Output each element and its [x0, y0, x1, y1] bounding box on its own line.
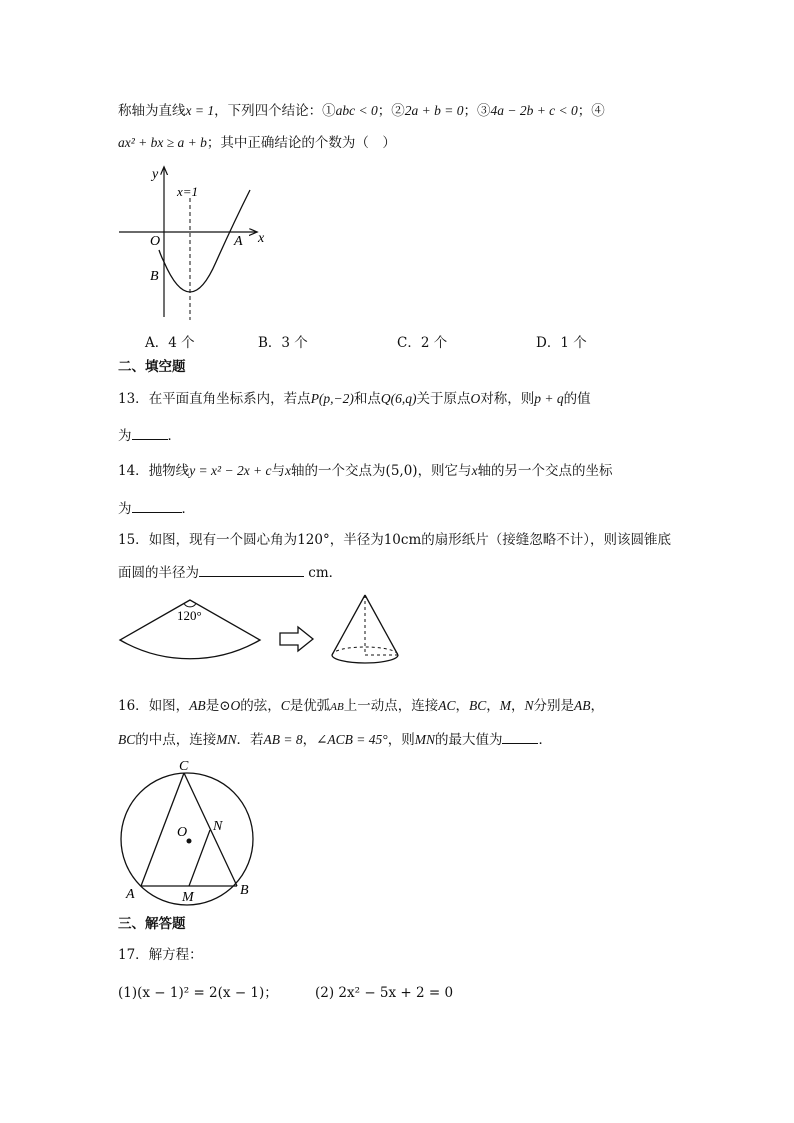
- q16-text: ，则: [387, 732, 415, 748]
- q16-text: ．若: [236, 732, 264, 748]
- q16-line-1: [118, 697, 604, 716]
- q12-c4: ax² + bx ≥ a + b: [118, 135, 207, 150]
- sector-angle-label: 120°: [177, 608, 202, 623]
- q16-m: M: [499, 698, 511, 713]
- q16-line-2: [118, 729, 552, 749]
- q12-choice-a: A．4 个: [145, 335, 195, 351]
- q16-text: 是优弧: [289, 698, 331, 714]
- q12-choice-c: C．2 个: [397, 335, 448, 351]
- q13-expr: p + q: [534, 391, 564, 406]
- q16-number: 16．: [118, 698, 149, 714]
- q15-line-1: [118, 531, 671, 549]
- q15-line-2: [118, 562, 342, 582]
- q13-text: 对称，则: [480, 391, 535, 407]
- q16-text: 分别是: [533, 698, 575, 714]
- q16-ac: AC: [438, 698, 456, 713]
- label-x: x: [258, 231, 265, 246]
- q14-equation: y = x² − 2x + c: [189, 463, 272, 478]
- q16-sep: ，: [302, 732, 317, 748]
- q15-answer-blank[interactable]: [199, 562, 304, 577]
- q12-line-2: [118, 134, 396, 152]
- q16-arc: AB: [330, 701, 344, 713]
- q14-text: 与: [271, 463, 286, 479]
- q12-parabola-figure: [114, 162, 274, 324]
- q12-line-1: [118, 102, 605, 120]
- q14-text: 轴的一个交点为: [291, 463, 386, 479]
- q16-text: 上一动点，连接: [343, 698, 439, 714]
- label-a: A: [234, 234, 243, 249]
- q16-point-c: C: [280, 698, 290, 713]
- segment-bc: [184, 773, 237, 886]
- q15-text: 的扇形纸片（接缝忽略不计），则该圆锥底: [421, 532, 672, 548]
- q15-radius: 10cm: [383, 532, 422, 548]
- q12-choice-d: D．1 个: [536, 335, 587, 351]
- q16-text: 的中点，连接: [135, 732, 217, 748]
- q12-c2: 2a + b = 0: [404, 103, 464, 118]
- q16-sep: ，: [511, 698, 525, 714]
- q16-text: 的最大值为: [434, 732, 503, 748]
- q13-text: 的值: [563, 391, 591, 407]
- q16-chord: AB: [189, 698, 206, 713]
- q14-x: x: [285, 463, 292, 478]
- q13-text: 在平面直角坐标系内，若点: [148, 391, 311, 407]
- section-fill-blank: 二、填空题: [118, 359, 186, 375]
- q14-text: 轴的另一个交点的坐标: [477, 463, 613, 479]
- q14-text: ．: [181, 501, 195, 517]
- q12-sep: ；: [463, 103, 477, 119]
- q12-choice-b: B．3 个: [258, 335, 308, 351]
- q14-line-2: [118, 498, 195, 518]
- q14-answer-blank[interactable]: [132, 498, 182, 513]
- q12-c4-mark: ④: [591, 103, 605, 119]
- sector-angle-arc: [184, 604, 196, 607]
- q16-bc: BC: [468, 698, 487, 713]
- q14-line-1: [118, 462, 613, 480]
- q16-sep: ，: [455, 698, 469, 714]
- q16-bc: BC: [118, 732, 136, 747]
- q16-mn: MN: [216, 732, 237, 747]
- q12-tail: ；其中正确结论的个数为（ ）: [206, 135, 396, 151]
- label-n: N: [213, 819, 223, 834]
- q15-text: ，半径为: [329, 532, 384, 548]
- q16-condition-angle: ∠ACB = 45°: [316, 732, 388, 747]
- q13-origin: O: [470, 391, 481, 406]
- q13-line-1: [118, 390, 591, 408]
- q13-text: 和点: [353, 391, 381, 407]
- q16-text: ．: [538, 732, 552, 748]
- q16-n: N: [524, 698, 534, 713]
- q16-ab: AB: [574, 698, 591, 713]
- label-y: y: [152, 167, 159, 182]
- label-axis-x1: x=1: [177, 184, 199, 199]
- segment-mn: [189, 830, 210, 886]
- q16-circle-figure: [114, 758, 274, 908]
- q16-condition-ab: AB = 8: [263, 732, 303, 747]
- q15-angle: 120°: [297, 532, 330, 548]
- q15-text: cm．: [304, 565, 343, 581]
- cone-base-front: [332, 655, 398, 663]
- q17-text: 解方程：: [148, 947, 203, 963]
- label-b: B: [240, 883, 249, 898]
- q14-point: (5,0): [385, 463, 418, 479]
- q12-c1-mark: ①: [322, 103, 336, 119]
- q12-c1: abc < 0: [335, 103, 378, 118]
- q12-text: 称轴为直线: [118, 103, 186, 119]
- q17-line-1: [118, 946, 203, 964]
- q15-sector-cone-figure: [115, 592, 415, 674]
- q16-circle: ⊙O: [219, 698, 241, 713]
- q13-text: 为: [118, 428, 132, 444]
- q12-intro: ，下列四个结论：: [214, 103, 323, 119]
- q12-axis-eq: x = 1: [185, 103, 215, 118]
- q16-text: 是: [205, 698, 220, 714]
- parabola-left-tail: [159, 250, 164, 262]
- arrow-right-icon: [280, 627, 313, 651]
- q13-point-p: P(p,−2): [310, 391, 354, 406]
- q16-text: 的弦，: [240, 698, 281, 714]
- section-solution: 三、解答题: [118, 916, 186, 932]
- label-m: M: [182, 890, 194, 905]
- q13-line-2: [118, 425, 181, 445]
- q13-text: 关于原点: [416, 391, 471, 407]
- q13-text: ．: [167, 428, 181, 444]
- q13-answer-blank[interactable]: [132, 425, 168, 440]
- label-b: B: [150, 269, 159, 284]
- q16-mn: MN: [414, 732, 435, 747]
- q12-c3: 4a − 2b + c < 0: [490, 103, 578, 118]
- q16-sep: ，: [590, 698, 605, 714]
- q12-sep: ；: [577, 103, 592, 119]
- q12-c2-mark: ②: [391, 103, 405, 119]
- q15-text: 面圆的半径为: [118, 565, 199, 581]
- q17-eq-1: (1)(x − 1)² = 2(x − 1)；: [118, 985, 278, 1001]
- q14-text: 为: [118, 501, 132, 517]
- cone-left-edge: [332, 595, 365, 655]
- q16-sep: ，: [486, 698, 500, 714]
- q14-number: 14．: [118, 463, 149, 479]
- label-c: C: [179, 759, 189, 774]
- q16-answer-blank[interactable]: [502, 729, 538, 744]
- label-o: O: [177, 825, 188, 840]
- label-o: O: [150, 234, 161, 249]
- label-a: A: [126, 887, 135, 902]
- q17-number: 17．: [118, 947, 149, 963]
- center-dot: [187, 839, 192, 844]
- q15-text: 如图，现有一个圆心角为: [148, 532, 298, 548]
- q14-text: ，则它与: [417, 463, 472, 479]
- q14-x: x: [471, 463, 478, 478]
- q13-number: 13．: [118, 391, 149, 407]
- q17-eq-2: (2) 2x² − 5x + 2 = 0: [315, 985, 454, 1001]
- q16-text: 如图，: [148, 698, 190, 714]
- q13-point-q: Q(6,q): [380, 391, 417, 406]
- q12-sep: ；: [377, 103, 392, 119]
- q12-c3-mark: ③: [476, 103, 491, 119]
- q14-text: 抛物线: [148, 463, 190, 479]
- cone-right-edge: [365, 595, 398, 655]
- q15-number: 15．: [118, 532, 149, 548]
